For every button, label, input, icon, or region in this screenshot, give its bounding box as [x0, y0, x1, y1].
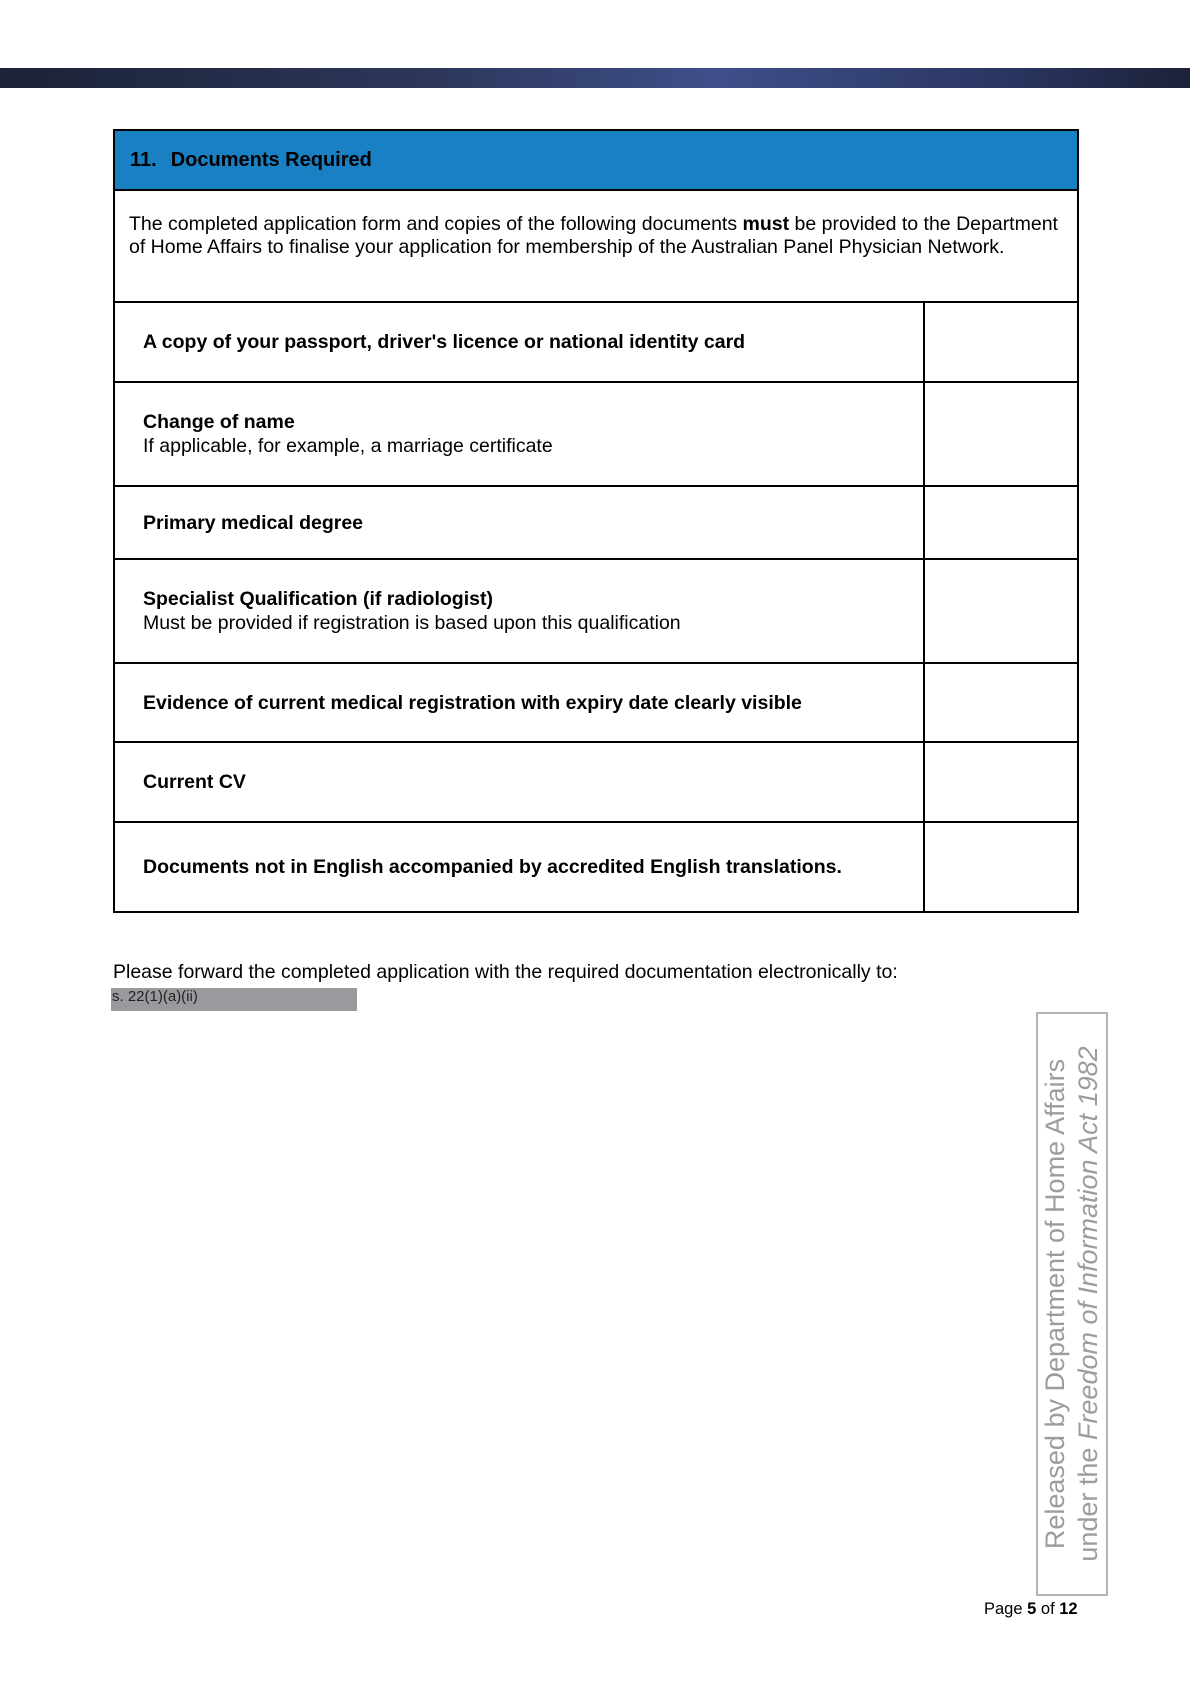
- document-label-cell: [115, 303, 925, 381]
- document-label-cell: [115, 823, 925, 911]
- document-checkbox-cell[interactable]: [925, 743, 1077, 821]
- section-number: 11.: [130, 148, 157, 171]
- page-number: [984, 1600, 1078, 1619]
- document-title: Documents not in English accompanied by accredited English translations.: [143, 856, 842, 878]
- document-title: Current CV: [143, 771, 246, 793]
- document-checkbox-cell[interactable]: [925, 823, 1077, 911]
- document-checkbox-cell[interactable]: [925, 383, 1077, 485]
- document-row: [115, 743, 1077, 823]
- page-separator: of: [1036, 1600, 1060, 1618]
- document-title: Specialist Qualification (if radiologist): [143, 588, 493, 610]
- header-band: [0, 68, 1190, 88]
- document-label-cell: [115, 743, 925, 821]
- document-checkbox-cell[interactable]: [925, 664, 1077, 741]
- document-label-cell: [115, 383, 925, 485]
- page-prefix: Page: [984, 1600, 1028, 1618]
- intro-text: [115, 191, 1077, 303]
- foi-stamp-line2: [1072, 1016, 1105, 1592]
- foi-stamp-act-name: Freedom of Information Act 1982: [1073, 1046, 1103, 1441]
- document-label-cell: [115, 664, 925, 741]
- foi-stamp-line2-prefix: under the: [1073, 1440, 1103, 1562]
- document-checkbox-cell[interactable]: [925, 487, 1077, 558]
- document-label-cell: [115, 560, 925, 662]
- redacted-email: s. 22(1)(a)(ii): [111, 988, 357, 1011]
- foi-stamp-line1: Released by Department of Home Affairs: [1040, 1058, 1070, 1550]
- document-row: [115, 823, 1077, 911]
- document-row: [115, 487, 1077, 560]
- document-note: Must be provided if registration is based upon this qualification: [143, 612, 681, 634]
- intro-text-part1: The completed application form and copies of the following documents: [129, 213, 743, 235]
- document-row: [115, 560, 1077, 664]
- document-checkbox-cell[interactable]: [925, 560, 1077, 662]
- document-row: [115, 664, 1077, 743]
- document-row: [115, 303, 1077, 383]
- intro-text-part2: be provided to the Department of Home Affairs to finalise your application for membership of the Australian Panel Physician Network.: [129, 213, 1058, 258]
- page-total: 12: [1059, 1600, 1078, 1618]
- forward-instructions: Please forward the completed application with the required documentation electronically to:: [113, 961, 898, 983]
- foi-release-stamp: [1036, 1012, 1108, 1596]
- document-label-cell: [115, 487, 925, 558]
- document-title: Evidence of current medical registration with expiry date clearly visible: [143, 691, 802, 714]
- foi-stamp-text: [1039, 1016, 1105, 1592]
- document-row: [115, 383, 1077, 487]
- document-title: A copy of your passport, driver's licence or national identity card: [143, 331, 746, 353]
- document-checkbox-cell[interactable]: [925, 303, 1077, 381]
- document-title: Primary medical degree: [143, 511, 364, 534]
- documents-required-form: [113, 129, 1079, 913]
- intro-text-emphasis: must: [742, 213, 790, 235]
- section-title: Documents Required: [170, 148, 372, 171]
- section-header: [115, 131, 1077, 191]
- page-current: 5: [1027, 1600, 1037, 1618]
- document-title: Change of name: [143, 411, 295, 433]
- document-note: If applicable, for example, a marriage certificate: [143, 435, 553, 457]
